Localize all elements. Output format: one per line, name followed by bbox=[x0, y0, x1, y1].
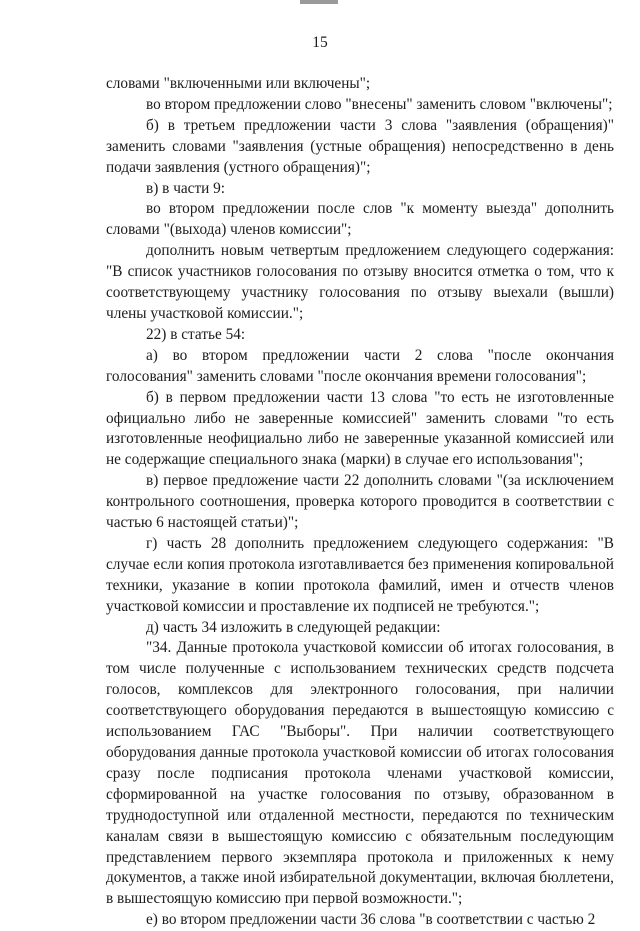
document-body bbox=[106, 74, 614, 931]
paragraph: б) в первом предложении части 13 слова "то есть не изготовленные официально либо не заверенные комиссией" заменить словами "то есть изготовленные неофициально либо не заверенные указанной комиссией или не содержащие специального знака (марки) в случае его использования"; bbox=[106, 388, 614, 469]
page-number: 15 bbox=[312, 34, 328, 51]
paragraph: б) в третьем предложении части 3 слова "заявления (обращения)" заменить словами "заявления (устные обращения) непосредственно в день подачи заявления (устного обращения)"; bbox=[106, 116, 614, 176]
paragraph: в) первое предложение части 22 дополнить словами "(за исключением контрольного соотношения, проверка которого проводится в соответствии с частью 6 настоящей статьи)"; bbox=[106, 472, 614, 532]
paragraph: е) во втором предложении части 36 слова "в соответствии с частью 2 bbox=[146, 911, 596, 929]
paragraph: в) в части 9: bbox=[146, 179, 226, 197]
top-edge-mark bbox=[300, 0, 338, 4]
paragraph: 22) в статье 54: bbox=[146, 325, 246, 343]
paragraph: дополнить новым четвертым предложением следующего содержания: "В список участников голосования по отзыву вносится отметка о том, что к соответствующему участнику голосования по отзыву выехали (вышли) члены участковой комиссии."; bbox=[106, 242, 614, 322]
paragraph: во втором предложении после слов "к моменту выезда" дополнить словами "(выхода) членов комиссии"; bbox=[106, 200, 614, 239]
paragraph: во втором предложении слово "внесены" заменить словом "включены"; bbox=[146, 95, 613, 113]
paragraph: словами "включенными или включены"; bbox=[106, 75, 371, 92]
paragraph: а) во втором предложении части 2 слова "после окончания голосования" заменить словами "после окончания времени голосования"; bbox=[106, 346, 614, 385]
paragraph: д) часть 34 изложить в следующей редакции: bbox=[146, 618, 441, 636]
paragraph: г) часть 28 дополнить предложением следующего содержания: "В случае если копия протокола изготавливается без применения копировальной техники, указание в копии протокола фамилий, имен и отчеств членов участковой комиссии и проставление их подписей не требуются."; bbox=[106, 534, 614, 615]
paragraph: "34. Данные протокола участковой комиссии об итогах голосования, в том числе полученные с использованием технических средств подсчета голосов, комплексов для электронного голосования, при наличии соответствующего оборудования передаются в вышестоящую комиссию с использованием ГАС "Выборы". При наличии соответствующего оборудования данные протокола участковой комиссии об итогах голосования сразу после подписания протокола членами участковой комиссии, сформированной на участке голосования по отзыву, образованном в труднодоступной или отдаленной местности, передаются по техническим каналам связи в вышестоящую комиссию с обязательным последующим представлением первого экземпляра протокола и приложенных к нему документов, а также иной избирательной документации, включая бюллетени, в вышестоящую комиссию при первой возможности."; bbox=[106, 639, 614, 908]
